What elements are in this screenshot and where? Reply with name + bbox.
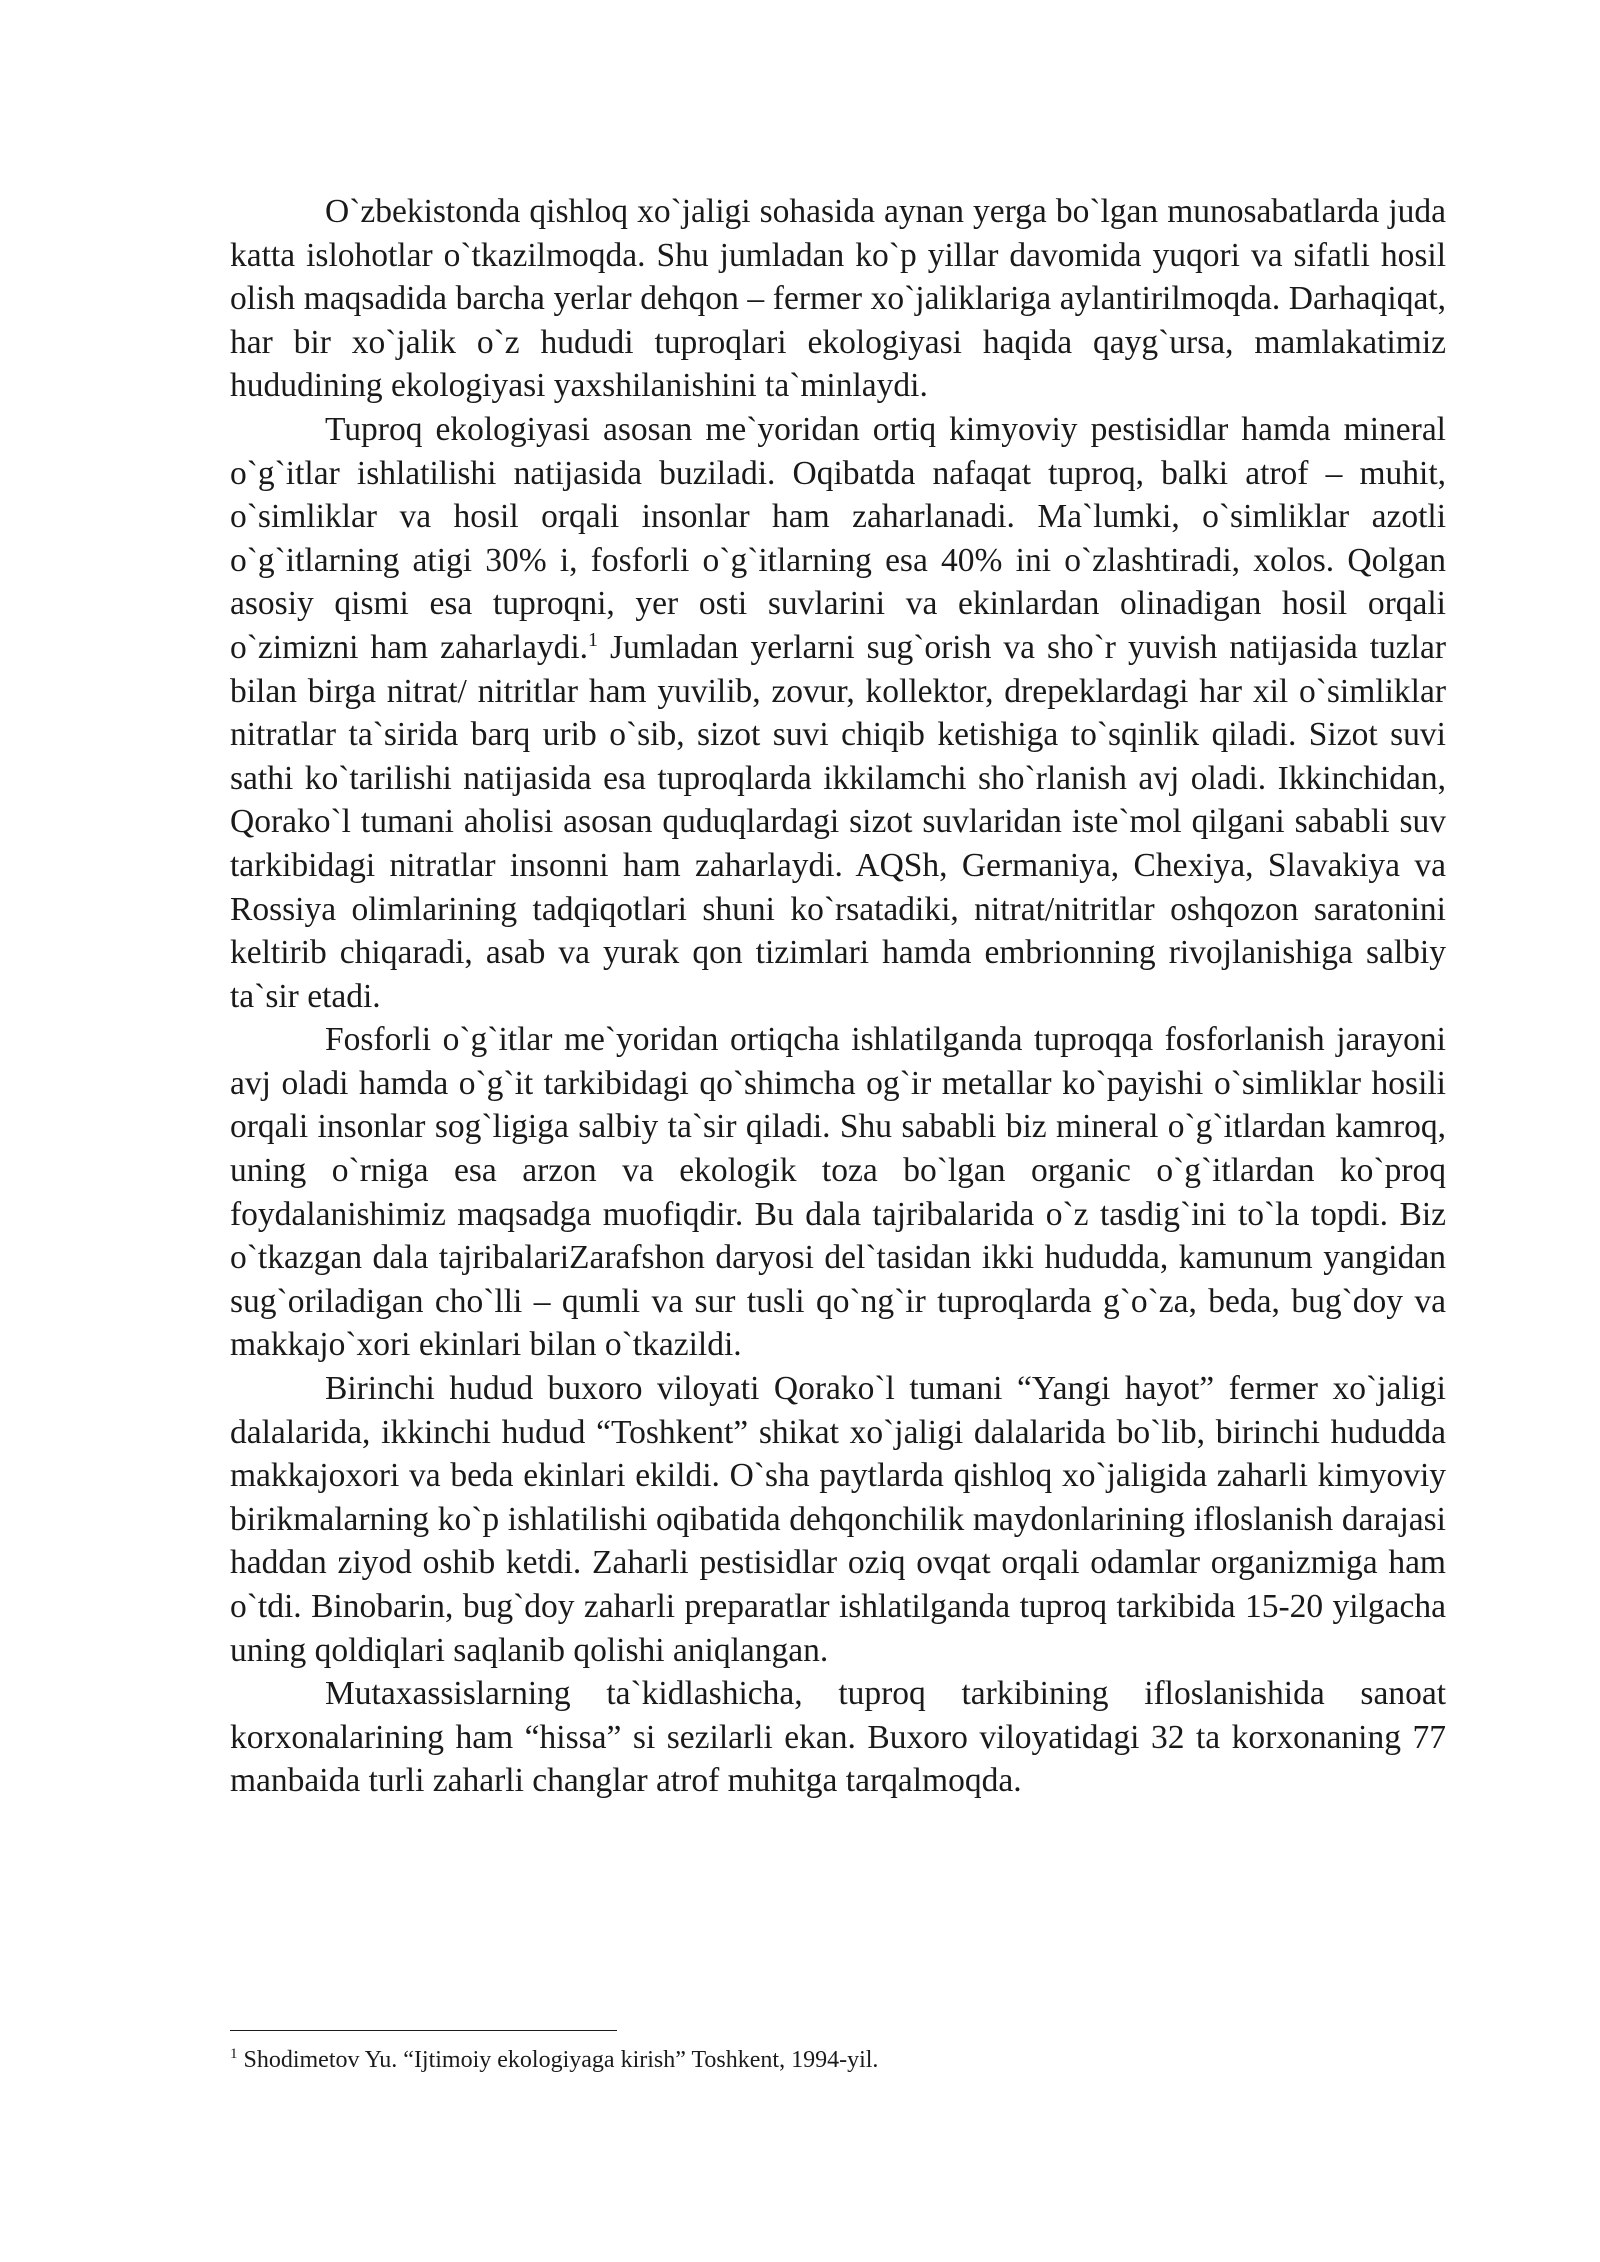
paragraph-3: Fosforli o`g`itlar me`yoridan ortiqcha ishlatilganda tuproqqa fosforlanish jarayoni avj oladi hamda o`g`it tarkibidagi qo`shimcha og`ir metallar ko`payishi o`simliklar hosili orqali insonlar sog`ligiga salbiy ta`sir qiladi. Shu sababli biz mineral o`g`itlardan kamroq, uning o`rniga esa arzon va ekologik toza bo`lgan organic o`g`itlardan ko`proq foydalanishimiz maqsadga muofiqdir. Bu dala tajribalarida o`z tasdig`ini to`la topdi. Biz o`tkazgan dala tajribalariZarafshon daryosi del`tasidan ikki hududda, kamunum yangidan sug`oriladigan cho`lli – qumli va sur tusli qo`ng`ir tuproqlarda g`o`za, beda, bug`doy va makkajo`xori ekinlari bilan o`tkazildi.: [230, 1021, 1446, 1364]
document-body: [230, 190, 1446, 1803]
footnote-reference[interactable]: 1: [588, 628, 598, 651]
paragraph-2-text-a: Tuproq ekologiyasi asosan me`yoridan ortiq kimyoviy pestisidlar hamda mineral o`g`itlar ishlatilishi natijasida buziladi. Oqibatda nafaqat tuproq, balki atrof – muhit, o`simliklar va hosil orqali insonlar ham zaharlanadi. Ma`lumki, o`simliklar azotli o`g`itlarning atigi 30% i, fosforli o`g`itlarning esa 40% ini o`zlashtiradi, xolos. Qolgan asosiy qismi esa tuproqni, yer osti suvlarini va ekinlardan olinadigan hosil orqali o`zimizni ham zaharlaydi.: [230, 410, 1446, 666]
paragraph-2: [230, 408, 1446, 1018]
paragraph-1: O`zbekistonda qishloq xo`jaligi sohasida aynan yerga bo`lgan munosabatlarda juda katta islohotlar o`tkazilmoqda. Shu jumladan ko`p yillar davomida yuqori va sifatli hosil olish maqsadida barcha yerlar dehqon – fermer xo`jaliklariga aylantirilmoqda. Darhaqiqat, har bir xo`jalik o`z hududi tuproqlari ekologiyasi haqida qayg`ursa, mamlakatimiz hududining ekologiyasi yaxshilanishini ta`minlaydi.: [230, 193, 1446, 405]
footnote-separator: [230, 2030, 617, 2031]
footnote-1: [230, 2045, 1446, 2075]
footnote-text: Shodimetov Yu. “Ijtimoiy ekologiyaga kirish” Toshkent, 1994-yil.: [237, 2047, 879, 2073]
paragraph-2-text-b: Jumladan yerlarni sug`orish va sho`r yuvish natijasida tuzlar bilan birga nitrat/ nitritlar ham yuvilib, zovur, kollektor, drepeklardagi har xil o`simliklar nitratlar ta`sirida barq urib o`sib, sizot suvi chiqib ketishiga to`sqinlik qiladi. Sizot suvi sathi ko`tarilishi natijasida esa tuproqlarda ikkilamchi sho`rlanish avj oladi. Ikkinchidan, Qorako`l tumani aholisi asosan quduqlardagi sizot suvlaridan iste`mol qilgani sababli suv tarkibidagi nitratlar insonni ham zaharlaydi. AQSh, Germaniya, Chexiya, Slavakiya va Rossiya olimlarining tadqiqotlari shuni ko`rsatadiki, nitrat/nitritlar oshqozon saratonini keltirib chiqaradi, asab va yurak qon tizimlari hamda embrionning rivojlanishiga salbiy ta`sir etadi.: [230, 628, 1446, 1015]
paragraph-4: Birinchi hudud buxoro viloyati Qorako`l tumani “Yangi hayot” fermer xo`jaligi dalalarida, ikkinchi hudud “Toshkent” shikat xo`jaligi dalalarida bo`lib, birinchi hududda makkajoxori va beda ekinlari ekildi. O`sha paytlarda qishloq xo`jaligida zaharli kimyoviy birikmalarning ko`p ishlatilishi oqibatida dehqonchilik maydonlarining ifloslanish darajasi haddan ziyod oshib ketdi. Zaharli pestisidlar oziq ovqat orqali odamlar organizmiga ham o`tdi. Binobarin, bug`doy zaharli preparatlar ishlatilganda tuproq tarkibida 15-20 yilgacha uning qoldiqlari saqlanib qolishi aniqlangan.: [230, 1370, 1446, 1669]
footnote-section: [230, 2030, 1446, 2075]
paragraph-5: Mutaxassislarning ta`kidlashicha, tuproq tarkibining ifloslanishida sanoat korxonalarining ham “hissa” si sezilarli ekan. Buxoro viloyatidagi 32 ta korxonaning 77 manbaida turli zaharli changlar atrof muhitga tarqalmoqda.: [230, 1675, 1446, 1800]
footnote-marker: 1: [230, 2046, 238, 2062]
